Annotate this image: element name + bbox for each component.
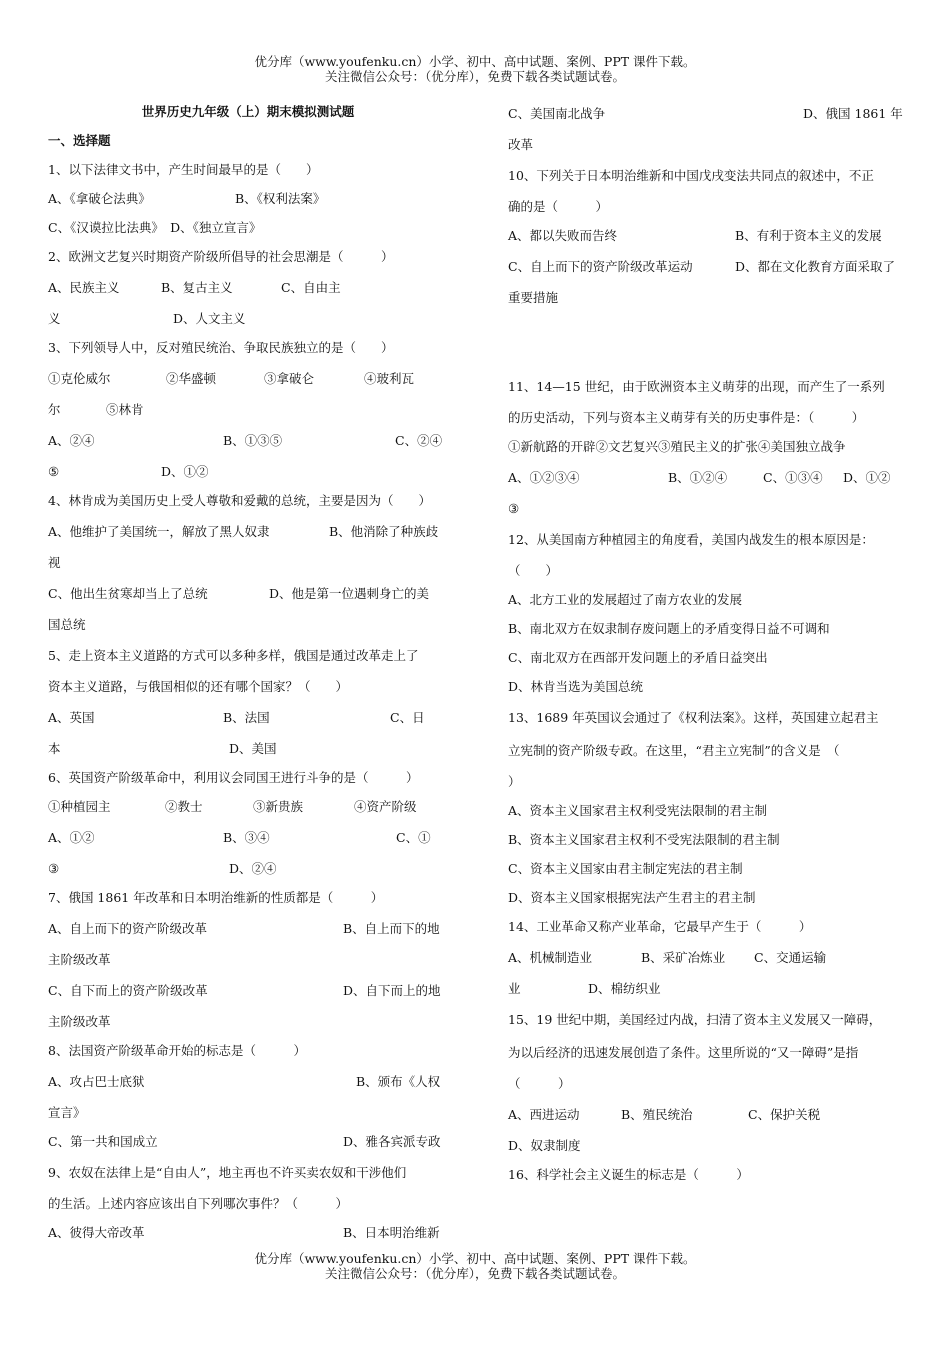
question-8-options-ab (48, 1065, 448, 1098)
question-4-option-b-cont: 视 (48, 555, 61, 570)
question-2-options (48, 271, 448, 304)
question-2: 2、欧洲文艺复兴时期资产阶级所倡导的社会思潮是（ ） (48, 249, 394, 264)
page-footer (0, 1251, 950, 1281)
question-7: 7、俄国 1861 年改革和日本明治维新的性质都是（ ） (48, 890, 384, 905)
question-12-option-c: C、南北双方在西部开发问题上的矛盾日益突出 (508, 650, 768, 665)
exam-title: 世界历史九年级（上）期末模拟测试题 (141, 104, 355, 119)
question-15-option-d: D、奴隶制度 (508, 1138, 581, 1153)
option-c: C、日 (390, 710, 425, 725)
question-9-cont: 的生活。上述内容应该出自下列哪次事件？（ ） (48, 1196, 349, 1211)
option-c: C、自下而上的资产阶级改革 (48, 983, 208, 998)
question-3-options-cont (48, 457, 448, 486)
option-d: D、②④ (229, 861, 277, 876)
option-b: B、颁布《人权 (356, 1074, 441, 1089)
question-1-options-ab (48, 184, 448, 213)
question-15-cont: 为以后经济的迅速发展创造了条件。这里所说的“又一障碍”是指 (508, 1045, 859, 1060)
question-14: 14、工业革命又称产业革命，它最早产生于（ ） (508, 919, 812, 934)
question-16: 16、科学社会主义诞生的标志是（ ） (508, 1167, 749, 1182)
question-10-options-ab (508, 221, 908, 250)
question-4-option-d-cont: 国总统 (48, 617, 86, 632)
item-2: ②华盛顿 (166, 371, 217, 386)
section-heading: 一、选择题 (48, 133, 111, 148)
question-13: 13、1689 年英国议会通过了《权利法案》。这样，英国建立起君主 (508, 710, 879, 725)
option-d: D、①② (843, 470, 891, 485)
question-6-items (48, 792, 448, 821)
option-b: B、③④ (223, 830, 270, 845)
question-3-items-cont (48, 395, 448, 424)
option-c-cont: 本 (48, 741, 61, 756)
item-2: ②教士 (165, 799, 203, 814)
question-3-options (48, 424, 448, 457)
option-a: A、彼得大帝改革 (48, 1225, 145, 1240)
question-7-option-d-cont: 主阶级改革 (48, 1014, 111, 1029)
option-c: C、美国南北战争 (508, 106, 606, 121)
question-6: 6、英国资产阶级革命中，利用议会同国王进行斗争的是（ ） (48, 770, 419, 785)
option-b: B、殖民统治 (621, 1107, 693, 1122)
question-4-options-cd (48, 577, 448, 610)
item-3: ③新贵族 (253, 799, 304, 814)
question-12-option-d: D、林肯当选为美国总统 (508, 679, 644, 694)
footer-line-1: 优分库（www.youfenku.cn）小学、初中、高中试题、案例、PPT 课件下载。 (254, 1251, 696, 1266)
question-15-options (508, 1098, 908, 1131)
option-a: A、攻占巴士底狱 (48, 1074, 145, 1089)
question-13-option-c: C、资本主义国家由君主制定宪法的君主制 (508, 861, 743, 876)
option-c: C、交通运输 (754, 950, 827, 965)
option-d: D、自下而上的地 (343, 983, 441, 998)
left-column (48, 97, 448, 1247)
question-13-cont-2: ） (508, 774, 521, 789)
option-a: A、②④ (48, 433, 95, 448)
option-c: C、①③④ (763, 470, 823, 485)
option-c: C、① (396, 830, 431, 845)
question-15-cont-2: （ ） (508, 1076, 571, 1091)
question-15: 15、19 世纪中期，美国经过内战，扫清了资本主义发展又一障碍， (508, 1012, 882, 1027)
option-b: B、他消除了种族歧 (329, 524, 439, 539)
question-3: 3、下列领导人中，反对殖民统治、争取民族独立的是（ ） (48, 340, 394, 355)
option-a: A、民族主义 (48, 280, 120, 295)
question-10: 10、下列关于日本明治维新和中国戊戌变法共同点的叙述中，不正 (508, 168, 874, 183)
question-5: 5、走上资本主义道路的方式可以多种多样，俄国是通过改革走上了 (48, 648, 419, 663)
option-d: D、①② (161, 464, 209, 479)
question-10-options-cd (508, 250, 908, 283)
option-a: A、①② (48, 830, 95, 845)
question-8: 8、法国资产阶级革命开始的标志是（ ） (48, 1043, 306, 1058)
page-header (0, 54, 950, 84)
option-d: D、人文主义 (173, 311, 246, 326)
option-d: D、他是第一位遇刺身亡的美 (269, 586, 430, 601)
option-c: C、第一共和国成立 (48, 1134, 158, 1149)
question-9-options-ab (48, 1218, 448, 1247)
option-b: B、①②④ (668, 470, 728, 485)
option-a: A、《拿破仑法典》 (48, 191, 151, 206)
option-d: D、俄国 1861 年 (803, 106, 903, 121)
item-1: ①克伦威尔 (48, 371, 111, 386)
option-a: A、都以失败而告终 (508, 228, 618, 243)
question-3-items (48, 362, 448, 395)
right-column (508, 97, 908, 1189)
question-7-options-cd (48, 974, 448, 1007)
option-a: A、他维护了美国统一，解放了黑人奴隶 (48, 524, 270, 539)
question-10-cont: 确的是（ ） (508, 199, 609, 214)
question-2-options-cont (48, 304, 448, 333)
question-12-option-a: A、北方工业的发展超过了南方农业的发展 (508, 592, 743, 607)
option-c-cont: 业 (508, 981, 521, 996)
question-4: 4、林肯成为美国历史上受人尊敬和爱戴的总统，主要是因为（ ） (48, 493, 431, 508)
question-12-cont: （ ） (508, 563, 559, 578)
question-11-cont: 的历史活动，下列与资本主义萌芽有关的历史事件是：（ ） (508, 410, 865, 425)
question-8-option-b-cont: 宣言》 (48, 1105, 86, 1120)
option-c: C、②④ (395, 433, 443, 448)
option-c-cont: ⑤ (48, 464, 60, 479)
item-5: ⑤林肯 (106, 402, 144, 417)
question-12-option-b: B、南北双方在奴隶制存废问题上的矛盾变得日益不可调和 (508, 621, 830, 636)
option-a: A、自上而下的资产阶级改革 (48, 921, 208, 936)
item-4: ④玻利瓦 (364, 371, 415, 386)
question-6-options (48, 821, 448, 854)
question-1: 1、以下法律文书中，产生时间最早的是（ ） (48, 162, 319, 177)
header-line-1: 优分库（www.youfenku.cn）小学、初中、高中试题、案例、PPT 课件下载。 (254, 54, 696, 69)
option-b: B、有利于资本主义的发展 (735, 228, 882, 243)
question-13-option-a: A、资本主义国家君主权利受宪法限制的君主制 (508, 803, 768, 818)
question-12: 12、从美国南方种植园主的角度看，美国内战发生的根本原因是： (508, 532, 874, 547)
option-c-cont: ③ (48, 861, 60, 876)
option-b: B、法国 (223, 710, 270, 725)
question-5-options (48, 701, 448, 734)
question-7-option-b-cont: 主阶级改革 (48, 952, 111, 967)
question-10-option-d-cont: 重要措施 (508, 290, 559, 305)
option-a: A、①②③④ (508, 470, 580, 485)
option-d: D、棉纺织业 (588, 981, 661, 996)
question-13-option-d: D、资本主义国家根据宪法产生君主的君主制 (508, 890, 756, 905)
option-b: B、日本明治维新 (343, 1225, 440, 1240)
question-5-cont: 资本主义道路，与俄国相似的还有哪个国家？（ ） (48, 679, 349, 694)
option-a: A、西进运动 (508, 1107, 580, 1122)
question-11-options (508, 461, 908, 494)
item-4: ④资产阶级 (354, 799, 417, 814)
question-11-items: ①新航路的开辟②文艺复兴③殖民主义的扩张④美国独立战争 (508, 439, 846, 454)
item-1: ①种植园主 (48, 799, 111, 814)
option-c-cont: 义 (48, 311, 61, 326)
option-c: C、自上而下的资产阶级改革运动 (508, 259, 693, 274)
question-9-options-cd (508, 97, 908, 130)
question-1-options-cd: C、《汉谟拉比法典》 D、《独立宣言》 (48, 220, 262, 235)
question-14-options-cont (508, 974, 908, 1003)
question-13-option-b: B、资本主义国家君主权利不受宪法限制的君主制 (508, 832, 780, 847)
question-5-options-cont (48, 734, 448, 763)
item-4-cont: 尔 (48, 402, 61, 417)
option-d: D、都在文化教育方面采取了 (735, 259, 896, 274)
question-9: 9、农奴在法律上是“自由人”，地主再也不许买卖农奴和干涉他们 (48, 1165, 407, 1180)
option-a: A、英国 (48, 710, 95, 725)
option-a: A、机械制造业 (508, 950, 593, 965)
question-11-option-d-cont: ③ (508, 501, 520, 516)
option-c: C、自由主 (281, 280, 341, 295)
header-line-2: 关注微信公众号：（优分库），免费下载各类试题试卷。 (324, 69, 625, 84)
footer-line-2: 关注微信公众号：（优分库），免费下载各类试题试卷。 (324, 1266, 625, 1281)
option-c: C、保护关税 (748, 1107, 821, 1122)
option-c: C、他出生贫寒却当上了总统 (48, 586, 208, 601)
blank-gap (508, 312, 908, 370)
option-b: B、自上而下的地 (343, 921, 440, 936)
question-8-options-cd (48, 1127, 448, 1156)
question-6-options-cont (48, 854, 448, 883)
option-b: B、采矿冶炼业 (641, 950, 726, 965)
item-3: ③拿破仑 (264, 371, 315, 386)
option-d: D、美国 (229, 741, 277, 756)
question-7-options-ab (48, 912, 448, 945)
question-14-options (508, 941, 908, 974)
option-b: B、《权利法案》 (235, 191, 326, 206)
question-11: 11、14—15 世纪，由于欧洲资本主义萌芽的出现，而产生了一系列 (508, 379, 885, 394)
option-d: D、雅各宾派专政 (343, 1134, 441, 1149)
option-b: B、复古主义 (161, 280, 233, 295)
question-13-cont: 立宪制的资产阶级专政。在这里，“君主立宪制”的含义是 （ (508, 743, 840, 758)
option-b: B、①③⑤ (223, 433, 283, 448)
question-4-options-ab (48, 515, 448, 548)
question-9-option-d-cont: 改革 (508, 137, 534, 152)
